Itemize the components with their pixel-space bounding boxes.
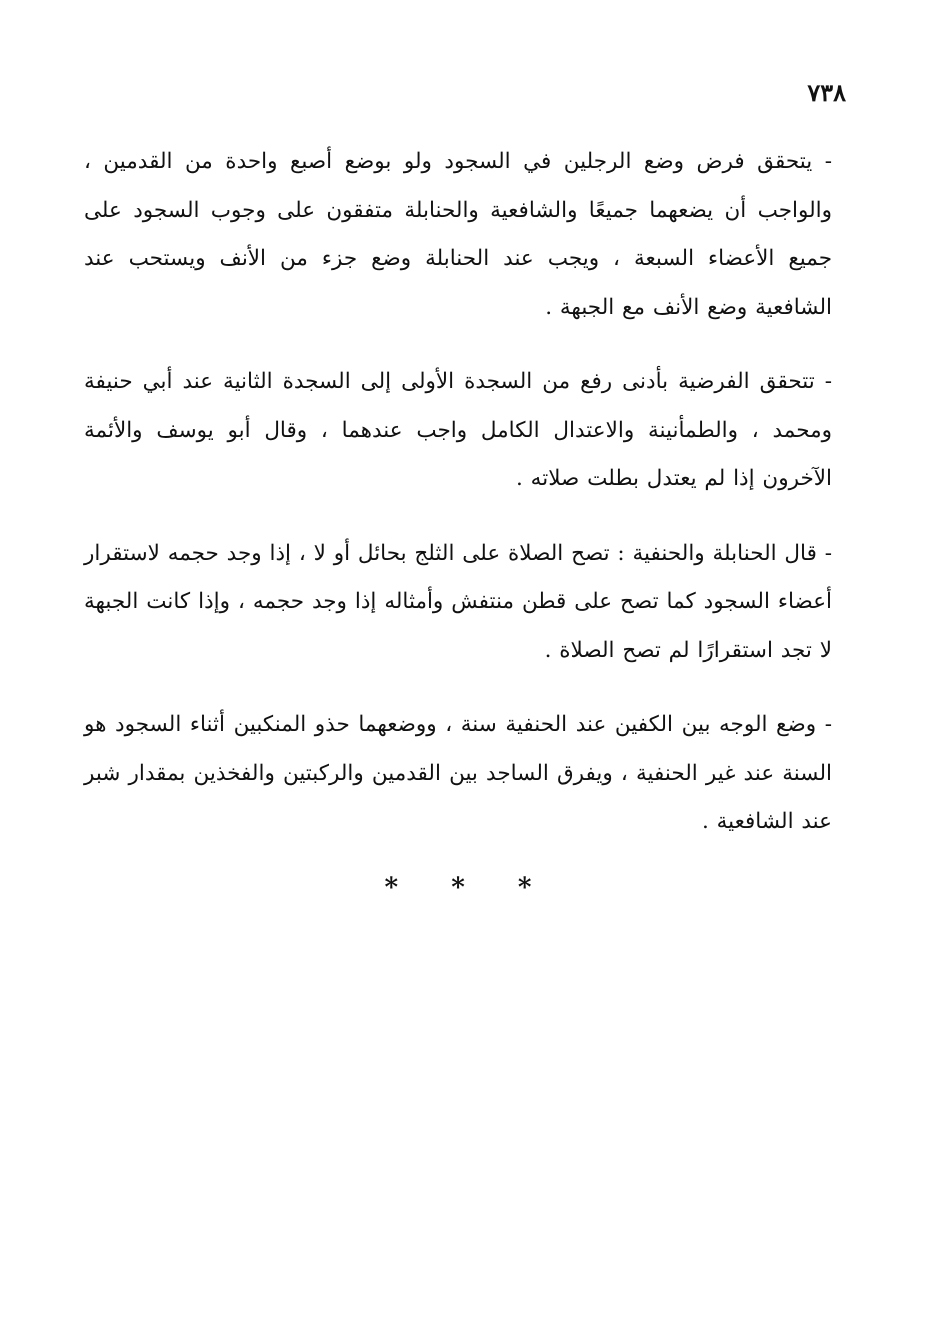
- paragraph-sujud-feet: - يتحقق فرض وضع الرجلين في السجود ولو بوضع أصبع واحدة من القدمين ، والواجب أن يضعهما جميعًا والشافعية والحنابلة متفقون على وجوب السجود على جميع الأعضاء السبعة ، ويجب عند الحنابلة وضع جزء من الأنف ويستحب عند الشافعية وضع الأنف مع الجبهة .: [84, 149, 832, 320]
- page-body: [84, 138, 832, 903]
- paragraph-hand-placement: - وضع الوجه بين الكفين عند الحنفية سنة ، ووضعهما حذو المنكبين أثناء السجود هو السنة عند غير الحنفية ، ويفرق الساجد بين القدمين والركبتين والفخذين بمقدار شبر عند الشافعية .: [84, 712, 832, 834]
- paragraph-prayer-on-snow: - قال الحنابلة والحنفية : تصح الصلاة على الثلج بحائل أو لا ، إذا وجد حجمه لاستقرار أعضاء السجود كما تصح على قطن منتفش وأمثاله إذا وجد حجمه ، وإذا كانت الجبهة لا تجد استقرارًا لم تصح الصلاة .: [84, 540, 832, 663]
- section-separator: * * *: [384, 872, 554, 903]
- page-number: ٧٣٨: [807, 78, 846, 107]
- paragraph-rising-between-sajdas: - تتحقق الفرضية بأدنى رفع من السجدة الأولى إلى السجدة الثانية عند أبي حنيفة ومحمد ، والطمأنينة والاعتدال الكامل واجب عندهما ، وقال أبو يوسف والأئمة الآخرون إذا لم يعتدل بطلت صلاته .: [84, 369, 832, 491]
